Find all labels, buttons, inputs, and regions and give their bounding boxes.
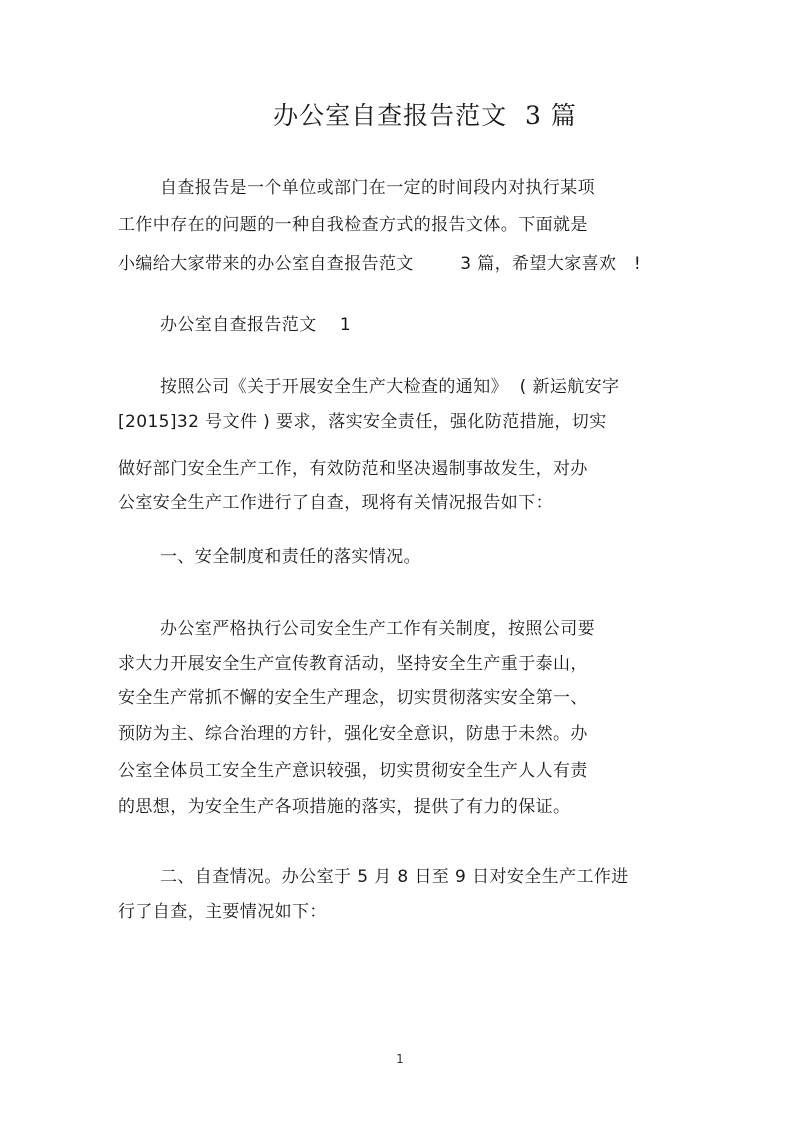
section-heading: 办公室自查报告范文 1 xyxy=(160,315,352,335)
paragraph-line: [2015]32 号文件 ) 要求，落实安全责任，强化防范措施，切实 xyxy=(118,412,607,432)
section-heading: 二、自查情况。办公室于 5 月 8 日至 9 日对安全生产工作进 xyxy=(160,867,629,887)
paragraph-line: 公室全体员工安全生产意识较强，切实贯彻安全生产人人有责 xyxy=(118,761,588,781)
page-number: 1 xyxy=(396,1052,404,1066)
document-title: 办公室自查报告范文 3 篇 xyxy=(273,101,577,130)
paragraph-line: 办公室严格执行公司安全生产工作有关制度，按照公司要 xyxy=(160,619,595,639)
paragraph-line: 做好部门安全生产工作，有效防范和坚决遏制事故发生，对办 xyxy=(118,459,588,479)
paragraph-line: 自查报告是一个单位或部门在一定的时间段内对执行某项 xyxy=(160,178,595,198)
paragraph-line: 行了自查，主要情况如下： xyxy=(118,902,327,922)
paragraph-line: 的思想，为安全生产各项措施的落实，提供了有力的保证。 xyxy=(118,797,571,817)
paragraph-line: 安全生产常抓不懈的安全生产理念，切实贯彻落实安全第一、 xyxy=(118,688,588,708)
paragraph-line: 公室安全生产工作进行了自查，现将有关情况报告如下： xyxy=(118,493,553,513)
paragraph-line: 小编给大家带来的办公室自查报告范文 3 篇，希望大家喜欢 ! xyxy=(118,254,642,274)
paragraph-line: 按照公司《关于开展安全生产大检查的通知》 ( 新运航安字 xyxy=(160,377,620,397)
section-heading: 一、安全制度和责任的落实情况。 xyxy=(160,547,421,567)
paragraph-line: 求大力开展安全生产宣传教育活动，坚持安全生产重于泰山， xyxy=(118,654,588,674)
paragraph-line: 预防为主、综合治理的方针，强化安全意识，防患于未然。办 xyxy=(118,724,588,744)
paragraph-line: 工作中存在的问题的一种自我检查方式的报告文体。下面就是 xyxy=(118,215,588,235)
